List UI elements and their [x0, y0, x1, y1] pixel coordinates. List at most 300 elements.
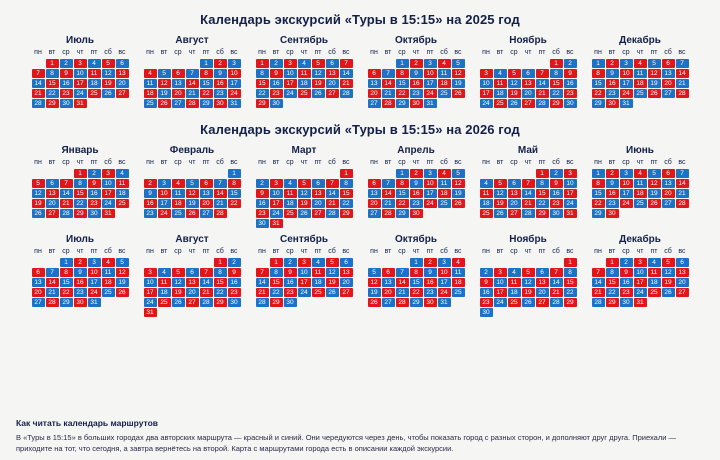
day-cell[interactable]: 6 [312, 179, 325, 188]
day-cell[interactable]: 29 [256, 99, 269, 108]
day-cell[interactable]: 7 [676, 169, 689, 178]
day-cell[interactable]: 9 [88, 179, 101, 188]
day-cell[interactable]: 21 [382, 89, 395, 98]
day-cell[interactable]: 3 [298, 258, 311, 267]
day-cell[interactable]: 18 [158, 288, 171, 297]
day-cell[interactable]: 30 [284, 298, 297, 307]
day-cell[interactable]: 24 [158, 209, 171, 218]
day-cell[interactable]: 10 [620, 179, 633, 188]
day-cell[interactable]: 14 [200, 278, 213, 287]
day-cell[interactable]: 21 [256, 288, 269, 297]
day-cell[interactable]: 8 [396, 69, 409, 78]
day-cell[interactable]: 4 [312, 258, 325, 267]
day-cell[interactable]: 30 [214, 99, 227, 108]
day-cell[interactable]: 24 [284, 89, 297, 98]
day-cell[interactable]: 23 [256, 209, 269, 218]
day-cell[interactable]: 30 [74, 298, 87, 307]
day-cell[interactable]: 8 [550, 69, 563, 78]
day-cell[interactable]: 14 [396, 278, 409, 287]
day-cell[interactable]: 23 [88, 199, 101, 208]
day-cell[interactable]: 1 [228, 169, 241, 178]
day-cell[interactable]: 20 [508, 199, 521, 208]
day-cell[interactable]: 7 [522, 179, 535, 188]
day-cell[interactable]: 31 [88, 298, 101, 307]
day-cell[interactable]: 11 [144, 79, 157, 88]
day-cell[interactable]: 2 [74, 258, 87, 267]
day-cell[interactable]: 31 [228, 99, 241, 108]
day-cell[interactable]: 7 [256, 268, 269, 277]
day-cell[interactable]: 18 [438, 189, 451, 198]
day-cell[interactable]: 22 [228, 199, 241, 208]
day-cell[interactable]: 26 [452, 89, 465, 98]
day-cell[interactable]: 9 [606, 179, 619, 188]
day-cell[interactable]: 21 [592, 288, 605, 297]
day-cell[interactable]: 21 [32, 89, 45, 98]
day-cell[interactable]: 7 [186, 69, 199, 78]
day-cell[interactable]: 27 [46, 209, 59, 218]
day-cell[interactable]: 5 [662, 258, 675, 267]
day-cell[interactable]: 18 [116, 189, 129, 198]
day-cell[interactable]: 25 [284, 209, 297, 218]
day-cell[interactable]: 23 [144, 209, 157, 218]
day-cell[interactable]: 14 [382, 189, 395, 198]
day-cell[interactable]: 16 [606, 189, 619, 198]
day-cell[interactable]: 3 [480, 69, 493, 78]
day-cell[interactable]: 17 [424, 79, 437, 88]
day-cell[interactable]: 26 [662, 288, 675, 297]
day-cell[interactable]: 27 [522, 99, 535, 108]
day-cell[interactable]: 22 [592, 89, 605, 98]
day-cell[interactable]: 22 [74, 199, 87, 208]
day-cell[interactable]: 18 [494, 89, 507, 98]
day-cell[interactable]: 25 [144, 99, 157, 108]
day-cell[interactable]: 24 [620, 199, 633, 208]
day-cell[interactable]: 9 [270, 69, 283, 78]
day-cell[interactable]: 7 [382, 69, 395, 78]
day-cell[interactable]: 26 [326, 288, 339, 297]
day-cell[interactable]: 13 [508, 189, 521, 198]
day-cell[interactable]: 15 [60, 278, 73, 287]
day-cell[interactable]: 24 [634, 288, 647, 297]
day-cell[interactable]: 17 [424, 189, 437, 198]
day-cell[interactable]: 5 [116, 258, 129, 267]
day-cell[interactable]: 23 [214, 89, 227, 98]
day-cell[interactable]: 10 [102, 179, 115, 188]
day-cell[interactable]: 23 [606, 199, 619, 208]
day-cell[interactable]: 24 [270, 209, 283, 218]
day-cell[interactable]: 16 [88, 189, 101, 198]
day-cell[interactable]: 25 [312, 288, 325, 297]
day-cell[interactable]: 18 [452, 278, 465, 287]
day-cell[interactable]: 11 [494, 79, 507, 88]
day-cell[interactable]: 21 [536, 89, 549, 98]
day-cell[interactable]: 1 [340, 169, 353, 178]
day-cell[interactable]: 28 [340, 89, 353, 98]
day-cell[interactable]: 11 [312, 268, 325, 277]
day-cell[interactable]: 8 [592, 179, 605, 188]
day-cell[interactable]: 7 [200, 268, 213, 277]
day-cell[interactable]: 10 [564, 179, 577, 188]
day-cell[interactable]: 24 [298, 288, 311, 297]
day-cell[interactable]: 26 [452, 199, 465, 208]
day-cell[interactable]: 23 [620, 288, 633, 297]
day-cell[interactable]: 27 [172, 99, 185, 108]
day-cell[interactable]: 30 [270, 99, 283, 108]
day-cell[interactable]: 12 [102, 69, 115, 78]
day-cell[interactable]: 9 [228, 268, 241, 277]
day-cell[interactable]: 12 [116, 268, 129, 277]
day-cell[interactable]: 1 [270, 258, 283, 267]
day-cell[interactable]: 16 [424, 278, 437, 287]
day-cell[interactable]: 1 [550, 59, 563, 68]
day-cell[interactable]: 6 [32, 268, 45, 277]
day-cell[interactable]: 25 [648, 288, 661, 297]
day-cell[interactable]: 5 [508, 69, 521, 78]
day-cell[interactable]: 11 [480, 189, 493, 198]
day-cell[interactable]: 19 [116, 278, 129, 287]
day-cell[interactable]: 13 [200, 189, 213, 198]
day-cell[interactable]: 4 [452, 258, 465, 267]
day-cell[interactable]: 4 [284, 179, 297, 188]
day-cell[interactable]: 12 [648, 69, 661, 78]
day-cell[interactable]: 4 [158, 268, 171, 277]
day-cell[interactable]: 21 [550, 288, 563, 297]
day-cell[interactable]: 26 [116, 288, 129, 297]
day-cell[interactable]: 27 [676, 288, 689, 297]
day-cell[interactable]: 28 [186, 99, 199, 108]
day-cell[interactable]: 23 [270, 89, 283, 98]
day-cell[interactable]: 10 [228, 69, 241, 78]
day-cell[interactable]: 23 [424, 288, 437, 297]
day-cell[interactable]: 5 [32, 179, 45, 188]
day-cell[interactable]: 21 [186, 89, 199, 98]
day-cell[interactable]: 26 [648, 199, 661, 208]
day-cell[interactable]: 9 [550, 179, 563, 188]
day-cell[interactable]: 28 [522, 209, 535, 218]
day-cell[interactable]: 9 [74, 268, 87, 277]
day-cell[interactable]: 17 [144, 288, 157, 297]
day-cell[interactable]: 11 [116, 179, 129, 188]
day-cell[interactable]: 19 [648, 79, 661, 88]
day-cell[interactable]: 14 [536, 79, 549, 88]
day-cell[interactable]: 5 [368, 268, 381, 277]
day-cell[interactable]: 20 [326, 79, 339, 88]
day-cell[interactable]: 15 [592, 79, 605, 88]
day-cell[interactable]: 23 [480, 298, 493, 307]
day-cell[interactable]: 3 [144, 268, 157, 277]
day-cell[interactable]: 17 [564, 189, 577, 198]
day-cell[interactable]: 30 [564, 99, 577, 108]
day-cell[interactable]: 12 [32, 189, 45, 198]
day-cell[interactable]: 17 [228, 79, 241, 88]
day-cell[interactable]: 9 [144, 189, 157, 198]
day-cell[interactable]: 30 [550, 209, 563, 218]
day-cell[interactable]: 4 [438, 59, 451, 68]
day-cell[interactable]: 5 [494, 179, 507, 188]
day-cell[interactable]: 9 [256, 189, 269, 198]
day-cell[interactable]: 25 [102, 288, 115, 297]
day-cell[interactable]: 6 [662, 169, 675, 178]
day-cell[interactable]: 11 [102, 268, 115, 277]
day-cell[interactable]: 17 [88, 278, 101, 287]
day-cell[interactable]: 16 [144, 199, 157, 208]
day-cell[interactable]: 13 [326, 69, 339, 78]
day-cell[interactable]: 4 [508, 268, 521, 277]
day-cell[interactable]: 31 [438, 298, 451, 307]
day-cell[interactable]: 27 [340, 288, 353, 297]
day-cell[interactable]: 26 [186, 209, 199, 218]
day-cell[interactable]: 14 [676, 69, 689, 78]
day-cell[interactable]: 1 [536, 169, 549, 178]
day-cell[interactable]: 29 [592, 209, 605, 218]
day-cell[interactable]: 18 [634, 79, 647, 88]
day-cell[interactable]: 1 [592, 59, 605, 68]
day-cell[interactable]: 26 [494, 209, 507, 218]
day-cell[interactable]: 28 [382, 209, 395, 218]
day-cell[interactable]: 1 [396, 169, 409, 178]
day-cell[interactable]: 2 [480, 268, 493, 277]
day-cell[interactable]: 3 [88, 258, 101, 267]
day-cell[interactable]: 14 [676, 179, 689, 188]
day-cell[interactable]: 6 [200, 179, 213, 188]
day-cell[interactable]: 6 [662, 59, 675, 68]
day-cell[interactable]: 12 [368, 278, 381, 287]
day-cell[interactable]: 6 [172, 69, 185, 78]
day-cell[interactable]: 8 [74, 179, 87, 188]
day-cell[interactable]: 15 [396, 189, 409, 198]
day-cell[interactable]: 12 [326, 268, 339, 277]
day-cell[interactable]: 14 [60, 189, 73, 198]
day-cell[interactable]: 20 [32, 288, 45, 297]
day-cell[interactable]: 30 [606, 209, 619, 218]
day-cell[interactable]: 26 [298, 209, 311, 218]
day-cell[interactable]: 25 [88, 89, 101, 98]
day-cell[interactable]: 4 [298, 59, 311, 68]
day-cell[interactable]: 27 [508, 209, 521, 218]
day-cell[interactable]: 16 [228, 278, 241, 287]
day-cell[interactable]: 24 [424, 89, 437, 98]
day-cell[interactable]: 23 [284, 288, 297, 297]
day-cell[interactable]: 30 [256, 219, 269, 228]
day-cell[interactable]: 15 [592, 189, 605, 198]
day-cell[interactable]: 7 [46, 268, 59, 277]
day-cell[interactable]: 29 [396, 99, 409, 108]
day-cell[interactable]: 22 [606, 288, 619, 297]
day-cell[interactable]: 10 [74, 69, 87, 78]
day-cell[interactable]: 4 [144, 69, 157, 78]
day-cell[interactable]: 30 [410, 209, 423, 218]
day-cell[interactable]: 10 [424, 179, 437, 188]
day-cell[interactable]: 13 [522, 79, 535, 88]
day-cell[interactable]: 20 [116, 79, 129, 88]
day-cell[interactable]: 12 [494, 189, 507, 198]
day-cell[interactable]: 3 [424, 169, 437, 178]
day-cell[interactable]: 11 [452, 268, 465, 277]
day-cell[interactable]: 3 [494, 268, 507, 277]
day-cell[interactable]: 29 [550, 99, 563, 108]
day-cell[interactable]: 2 [228, 258, 241, 267]
day-cell[interactable]: 22 [270, 288, 283, 297]
day-cell[interactable]: 10 [634, 268, 647, 277]
day-cell[interactable]: 4 [88, 59, 101, 68]
day-cell[interactable]: 7 [382, 179, 395, 188]
day-cell[interactable]: 20 [46, 199, 59, 208]
day-cell[interactable]: 27 [312, 209, 325, 218]
day-cell[interactable]: 18 [102, 278, 115, 287]
day-cell[interactable]: 19 [158, 89, 171, 98]
day-cell[interactable]: 20 [676, 278, 689, 287]
day-cell[interactable]: 25 [172, 209, 185, 218]
day-cell[interactable]: 22 [592, 199, 605, 208]
day-cell[interactable]: 10 [620, 69, 633, 78]
day-cell[interactable]: 1 [564, 258, 577, 267]
day-cell[interactable]: 14 [256, 278, 269, 287]
day-cell[interactable]: 21 [200, 288, 213, 297]
day-cell[interactable]: 29 [606, 298, 619, 307]
day-cell[interactable]: 15 [228, 189, 241, 198]
day-cell[interactable]: 20 [662, 189, 675, 198]
day-cell[interactable]: 8 [396, 179, 409, 188]
day-cell[interactable]: 20 [536, 288, 549, 297]
day-cell[interactable]: 7 [550, 268, 563, 277]
day-cell[interactable]: 28 [676, 89, 689, 98]
day-cell[interactable]: 15 [340, 189, 353, 198]
day-cell[interactable]: 3 [424, 59, 437, 68]
day-cell[interactable]: 14 [32, 79, 45, 88]
day-cell[interactable]: 29 [396, 209, 409, 218]
day-cell[interactable]: 14 [186, 79, 199, 88]
day-cell[interactable]: 10 [480, 79, 493, 88]
day-cell[interactable]: 8 [606, 268, 619, 277]
day-cell[interactable]: 28 [676, 199, 689, 208]
day-cell[interactable]: 8 [60, 268, 73, 277]
day-cell[interactable]: 11 [298, 69, 311, 78]
day-cell[interactable]: 15 [270, 278, 283, 287]
day-cell[interactable]: 21 [326, 199, 339, 208]
day-cell[interactable]: 4 [648, 258, 661, 267]
day-cell[interactable]: 1 [60, 258, 73, 267]
day-cell[interactable]: 18 [438, 79, 451, 88]
day-cell[interactable]: 30 [60, 99, 73, 108]
day-cell[interactable]: 2 [270, 59, 283, 68]
day-cell[interactable]: 19 [368, 288, 381, 297]
day-cell[interactable]: 15 [74, 189, 87, 198]
day-cell[interactable]: 23 [606, 89, 619, 98]
day-cell[interactable]: 12 [172, 278, 185, 287]
day-cell[interactable]: 13 [662, 69, 675, 78]
day-cell[interactable]: 16 [60, 79, 73, 88]
day-cell[interactable]: 28 [536, 99, 549, 108]
day-cell[interactable]: 17 [270, 199, 283, 208]
day-cell[interactable]: 3 [270, 179, 283, 188]
day-cell[interactable]: 10 [424, 69, 437, 78]
day-cell[interactable]: 28 [32, 99, 45, 108]
day-cell[interactable]: 4 [494, 69, 507, 78]
day-cell[interactable]: 30 [620, 298, 633, 307]
day-cell[interactable]: 10 [144, 278, 157, 287]
day-cell[interactable]: 2 [256, 179, 269, 188]
day-cell[interactable]: 1 [200, 59, 213, 68]
day-cell[interactable]: 21 [340, 79, 353, 88]
day-cell[interactable]: 7 [326, 179, 339, 188]
day-cell[interactable]: 10 [158, 189, 171, 198]
day-cell[interactable]: 30 [606, 99, 619, 108]
day-cell[interactable]: 23 [228, 288, 241, 297]
day-cell[interactable]: 28 [382, 99, 395, 108]
day-cell[interactable]: 31 [564, 209, 577, 218]
day-cell[interactable]: 2 [144, 179, 157, 188]
day-cell[interactable]: 6 [186, 268, 199, 277]
day-cell[interactable]: 12 [522, 278, 535, 287]
day-cell[interactable]: 4 [480, 179, 493, 188]
day-cell[interactable]: 17 [438, 278, 451, 287]
day-cell[interactable]: 22 [214, 288, 227, 297]
day-cell[interactable]: 27 [662, 199, 675, 208]
day-cell[interactable]: 9 [424, 268, 437, 277]
day-cell[interactable]: 4 [634, 169, 647, 178]
day-cell[interactable]: 20 [340, 278, 353, 287]
day-cell[interactable]: 17 [158, 199, 171, 208]
day-cell[interactable]: 17 [284, 79, 297, 88]
day-cell[interactable]: 26 [172, 298, 185, 307]
day-cell[interactable]: 25 [438, 199, 451, 208]
day-cell[interactable]: 14 [382, 79, 395, 88]
day-cell[interactable]: 12 [158, 79, 171, 88]
day-cell[interactable]: 22 [410, 288, 423, 297]
day-cell[interactable]: 28 [200, 298, 213, 307]
day-cell[interactable]: 15 [200, 79, 213, 88]
day-cell[interactable]: 28 [326, 209, 339, 218]
day-cell[interactable]: 6 [368, 69, 381, 78]
day-cell[interactable]: 27 [200, 209, 213, 218]
day-cell[interactable]: 13 [676, 268, 689, 277]
day-cell[interactable]: 16 [620, 278, 633, 287]
day-cell[interactable]: 2 [564, 59, 577, 68]
day-cell[interactable]: 13 [368, 79, 381, 88]
day-cell[interactable]: 31 [634, 298, 647, 307]
day-cell[interactable]: 26 [508, 99, 521, 108]
day-cell[interactable]: 16 [256, 199, 269, 208]
day-cell[interactable]: 9 [410, 69, 423, 78]
day-cell[interactable]: 30 [88, 209, 101, 218]
day-cell[interactable]: 10 [270, 189, 283, 198]
day-cell[interactable]: 1 [46, 59, 59, 68]
day-cell[interactable]: 8 [592, 69, 605, 78]
day-cell[interactable]: 16 [410, 189, 423, 198]
day-cell[interactable]: 10 [298, 268, 311, 277]
day-cell[interactable]: 9 [564, 69, 577, 78]
day-cell[interactable]: 31 [620, 99, 633, 108]
day-cell[interactable]: 15 [564, 278, 577, 287]
day-cell[interactable]: 6 [536, 268, 549, 277]
day-cell[interactable]: 13 [340, 268, 353, 277]
day-cell[interactable]: 22 [536, 199, 549, 208]
day-cell[interactable]: 28 [60, 209, 73, 218]
day-cell[interactable]: 22 [340, 199, 353, 208]
day-cell[interactable]: 3 [158, 179, 171, 188]
day-cell[interactable]: 22 [564, 288, 577, 297]
day-cell[interactable]: 23 [564, 89, 577, 98]
day-cell[interactable]: 26 [312, 89, 325, 98]
day-cell[interactable]: 11 [172, 189, 185, 198]
day-cell[interactable]: 2 [424, 258, 437, 267]
day-cell[interactable]: 19 [312, 79, 325, 88]
day-cell[interactable]: 5 [312, 59, 325, 68]
day-cell[interactable]: 3 [634, 258, 647, 267]
day-cell[interactable]: 13 [116, 69, 129, 78]
day-cell[interactable]: 16 [284, 278, 297, 287]
day-cell[interactable]: 6 [46, 179, 59, 188]
